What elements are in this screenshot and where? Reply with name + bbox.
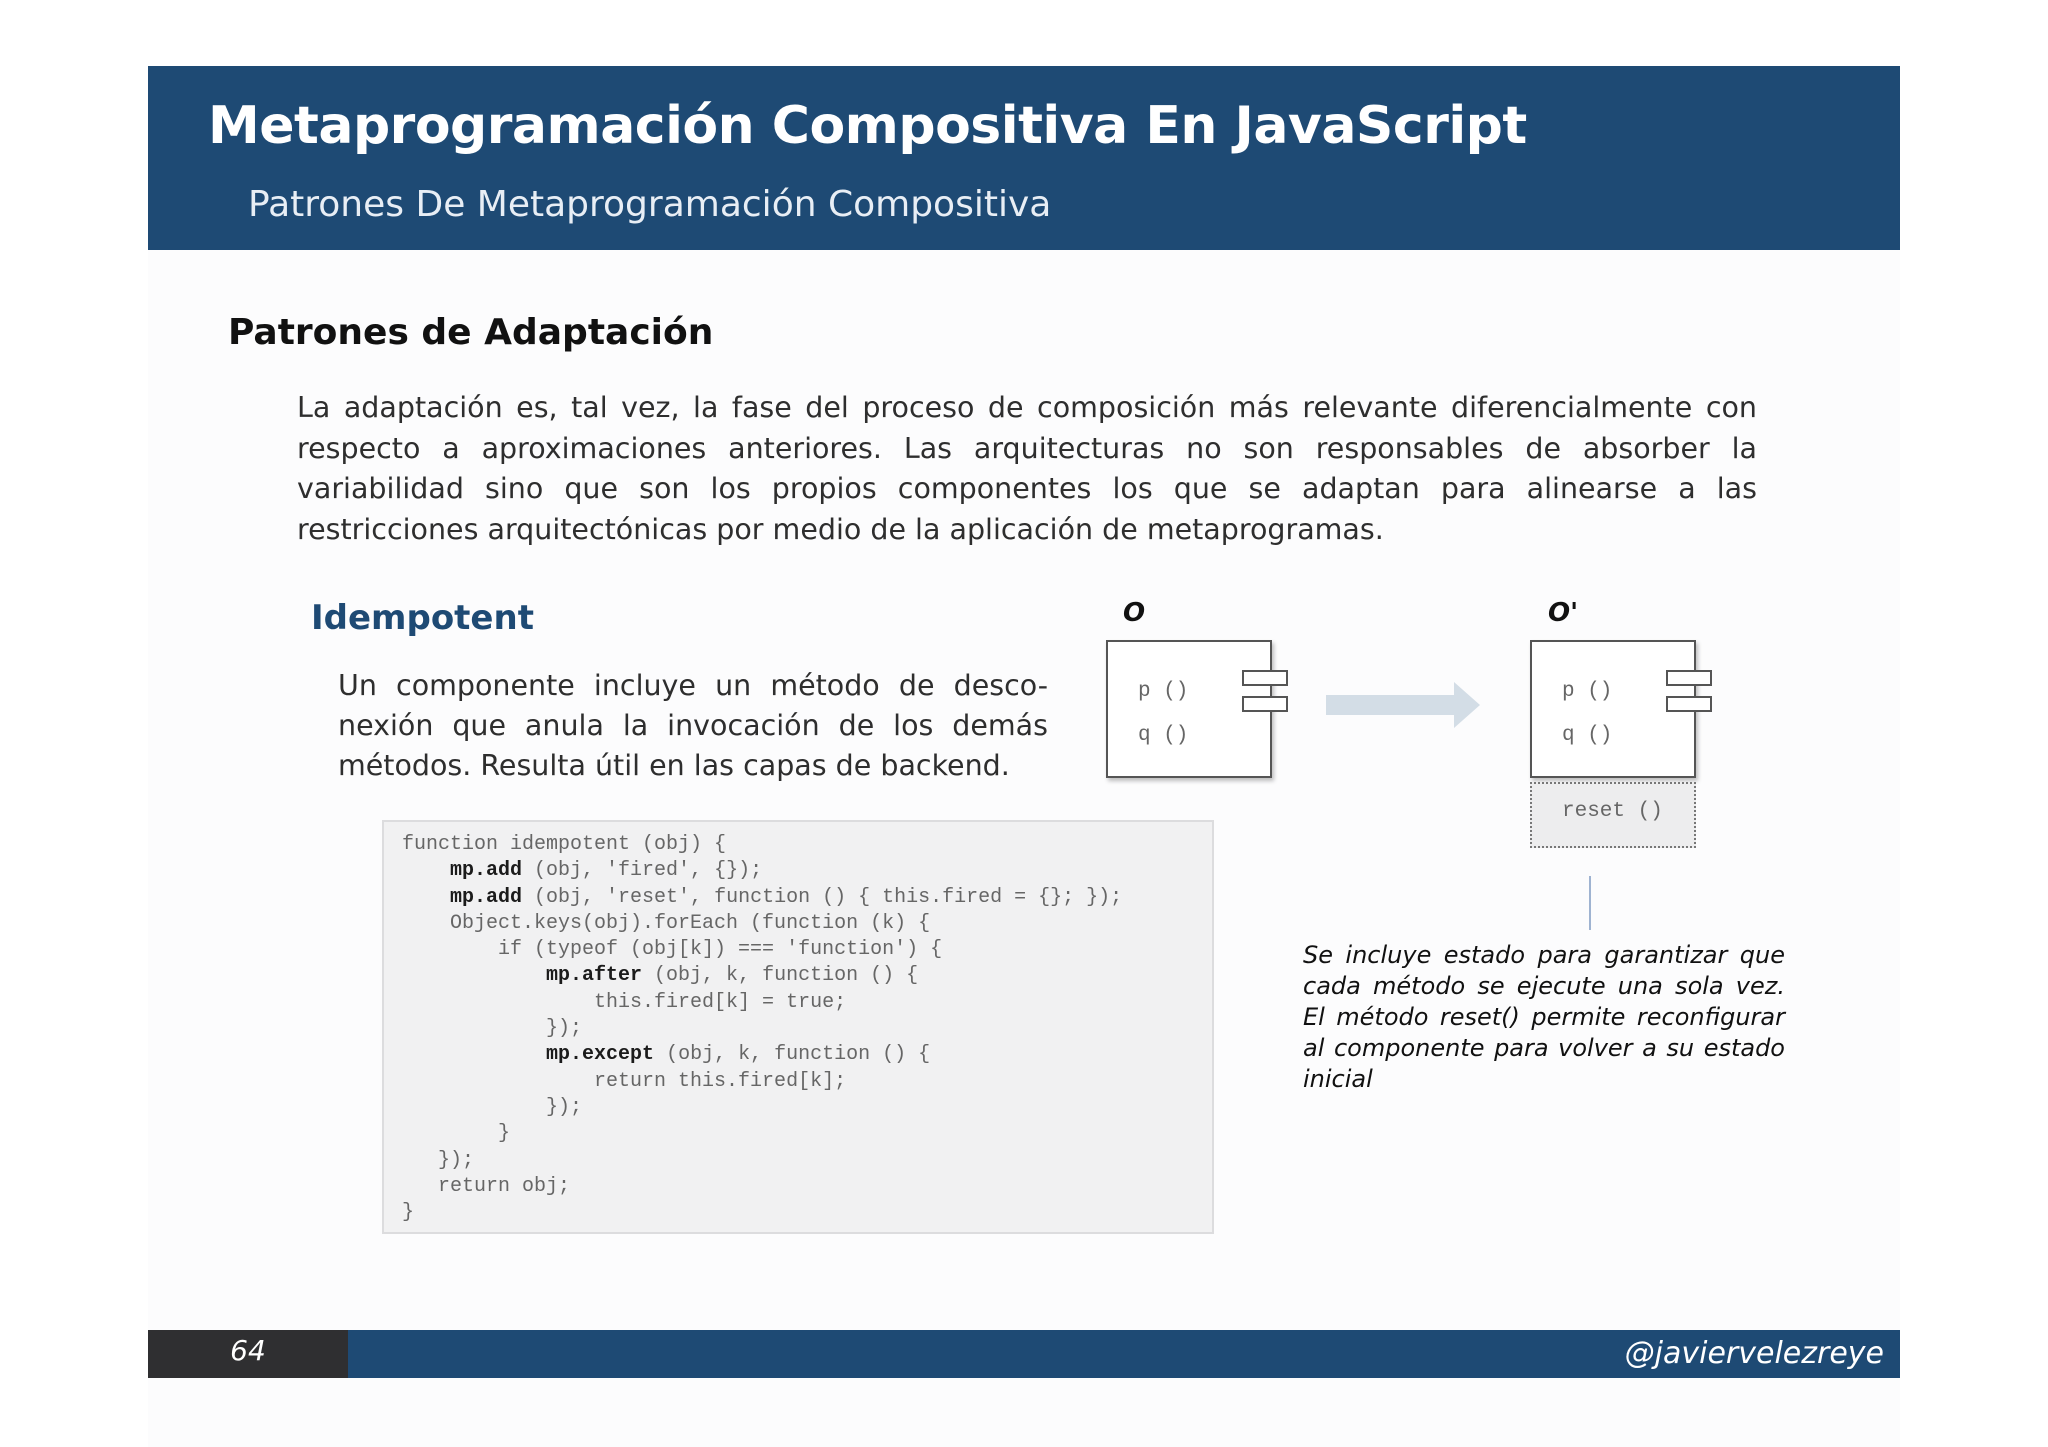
code-line: } [402, 1201, 415, 1225]
component-o-prime-method-q: q () [1562, 724, 1613, 747]
code-line: }); [402, 1095, 583, 1119]
component-o-port-bottom [1242, 696, 1288, 712]
note-connector [1589, 876, 1591, 930]
diagram-note: Se incluye estado para garantizar que cada método se ejecute una sola vez. El método reset() permite reconfigurar al componente para volver a su estado inicial [1303, 941, 1785, 1093]
component-o-port-top [1242, 670, 1288, 686]
component-o-prime-port-bottom [1666, 696, 1712, 712]
code-line: }); [402, 1148, 475, 1172]
intro-paragraph: La adaptación es, tal vez, la fase del proceso de composición más relevante diferencialmente con respecto a aproximaciones anteriores. Las arquitecturas no son responsables de absorber la variabilidad sino que son los propios componentes los que se adaptan para alinearse a las restricciones arquitectónicas por medio de la aplicación de metaprogramas. [297, 391, 1757, 546]
transform-arrow-icon [1326, 680, 1482, 730]
page-number-box [148, 1330, 348, 1378]
code-listing [402, 832, 1122, 1226]
slide-title: Metaprogramación Compositiva En JavaScript [208, 96, 1527, 156]
code-line: } [402, 1122, 511, 1146]
component-o-label: O [1123, 598, 1146, 628]
code-line: if (typeof (obj[k]) === 'function') { [402, 938, 943, 962]
code-line: return obj; [402, 1174, 571, 1198]
pattern-description: Un componente incluye un método de desco-nexión que anula la invocación de los demás métodos. Resulta útil en las capas de backend. [338, 669, 1048, 782]
pattern-title: Idempotent [311, 598, 534, 638]
code-line: mp.except (obj, k, function () { [546, 1043, 931, 1067]
code-line: this.fired[k] = true; [402, 990, 847, 1014]
component-o-prime-port-top [1666, 670, 1712, 686]
component-o-prime-label: O' [1548, 598, 1579, 628]
slide-header [148, 66, 1900, 250]
reset-method-box [1530, 782, 1696, 848]
slide-subtitle: Patrones De Metaprogramación Compositiva [248, 184, 1052, 225]
slide-footer [148, 1330, 1900, 1378]
section-title: Patrones de Adaptación [228, 312, 714, 353]
author-handle: @javiervelezreye [1624, 1336, 1884, 1371]
component-o-method-q: q () [1138, 724, 1189, 747]
component-o-method-p: p () [1138, 680, 1189, 703]
code-line: }); [402, 1017, 583, 1041]
slide [148, 66, 1900, 1447]
code-line: mp.add (obj, 'reset', function () { this.fired = {}; }); [450, 885, 1123, 909]
code-block [382, 820, 1214, 1234]
reset-method-label: reset () [1562, 800, 1663, 823]
code-line: mp.after (obj, k, function () { [546, 964, 919, 988]
code-line: return this.fired[k]; [402, 1069, 847, 1093]
code-line: Object.keys(obj).forEach (function (k) { [402, 911, 931, 935]
code-line: function idempotent (obj) { [402, 833, 727, 856]
code-line: mp.add (obj, 'fired', {}); [450, 859, 763, 883]
component-o-prime-method-p: p () [1562, 680, 1613, 703]
page-number: 64 [230, 1334, 266, 1367]
